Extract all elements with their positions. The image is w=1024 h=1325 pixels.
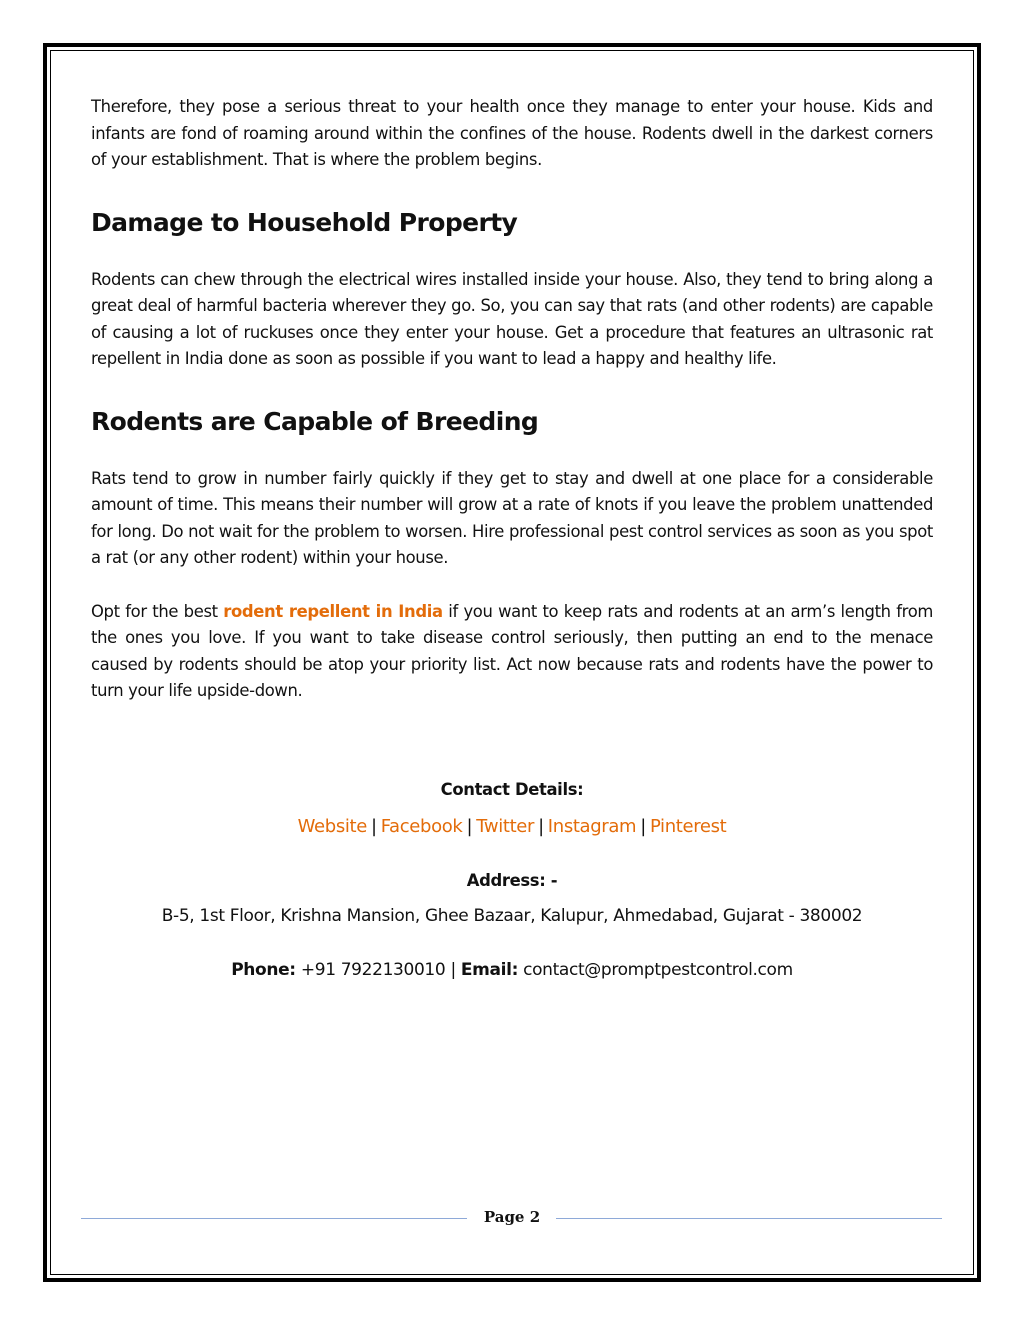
phone-email-line [91, 960, 933, 980]
page-number: Page 2 [483, 1208, 541, 1226]
address-text: B-5, 1st Floor, Krishna Mansion, Ghee Bazaar, Kalupur, Ahmedabad, Gujarat - 380002 [161, 906, 863, 926]
pinterest-link[interactable]: Pinterest [649, 816, 727, 837]
opt-paragraph [91, 599, 933, 705]
heading-damage: Damage to Household Property [91, 207, 518, 237]
contact-title: Contact Details: [440, 780, 584, 799]
heading-breeding: Rodents are Capable of Breeding [91, 406, 539, 436]
link-separator: | [466, 816, 473, 837]
social-links [91, 816, 933, 837]
twitter-link[interactable]: Twitter [476, 816, 535, 837]
opt-text-before: Opt for the best [91, 601, 224, 621]
intro-paragraph: Therefore, they pose a serious threat to your health once they manage to enter your house. Kids and infants are fond of roaming around within the confines of the house. Rodents dwell in the darkest corners of your establishment. That is where the problem begins. [91, 97, 933, 169]
facebook-link[interactable]: Facebook [380, 816, 463, 837]
footer-rule-left [81, 1218, 467, 1219]
opt-text-after: if you want to keep rats and rodents at an arm’s length from the ones you love. If you want to take disease control seriously, then putting an end to the menace caused by rodents should be atop your priority list. Act now because rats and rodents have the power to turn your life upside-down. [91, 601, 933, 700]
phone-label: Phone: [231, 960, 296, 980]
email-label: Email: [460, 960, 519, 980]
rodent-repellent-link[interactable]: rodent repellent in India [223, 601, 443, 621]
link-separator: | [370, 816, 377, 837]
link-separator: | [640, 816, 646, 837]
instagram-link[interactable]: Instagram [547, 816, 637, 837]
breeding-paragraph: Rats tend to grow in number fairly quickly if they get to stay and dwell at one place for a considerable amount of time. This means their number will grow at a rate of knots if you leave the problem unattended for long. Do not wait for the problem to worsen. Hire professional pest control services as soon as you spot a rat (or any other rodent) within your house. [91, 468, 933, 567]
info-separator: | [450, 960, 456, 980]
website-link[interactable]: Website [297, 816, 367, 837]
phone-number: +91 7922130010 [300, 960, 446, 980]
footer-rule-right [556, 1218, 942, 1219]
document-body [91, 94, 933, 705]
damage-paragraph: Rodents can chew through the electrical wires installed inside your house. Also, they tend to bring along a great deal of harmful bacteria wherever they go. So, you can say that rats (and other rodents) are capable of causing a lot of ruckuses once they enter your house. Get a procedure that features an ultrasonic rat repellent in India done as soon as possible if you want to lead a happy and healthy life. [91, 269, 933, 368]
link-separator: | [538, 816, 544, 837]
address-title: Address: - [466, 871, 558, 890]
email-address: contact@promptpestcontrol.com [523, 960, 793, 980]
